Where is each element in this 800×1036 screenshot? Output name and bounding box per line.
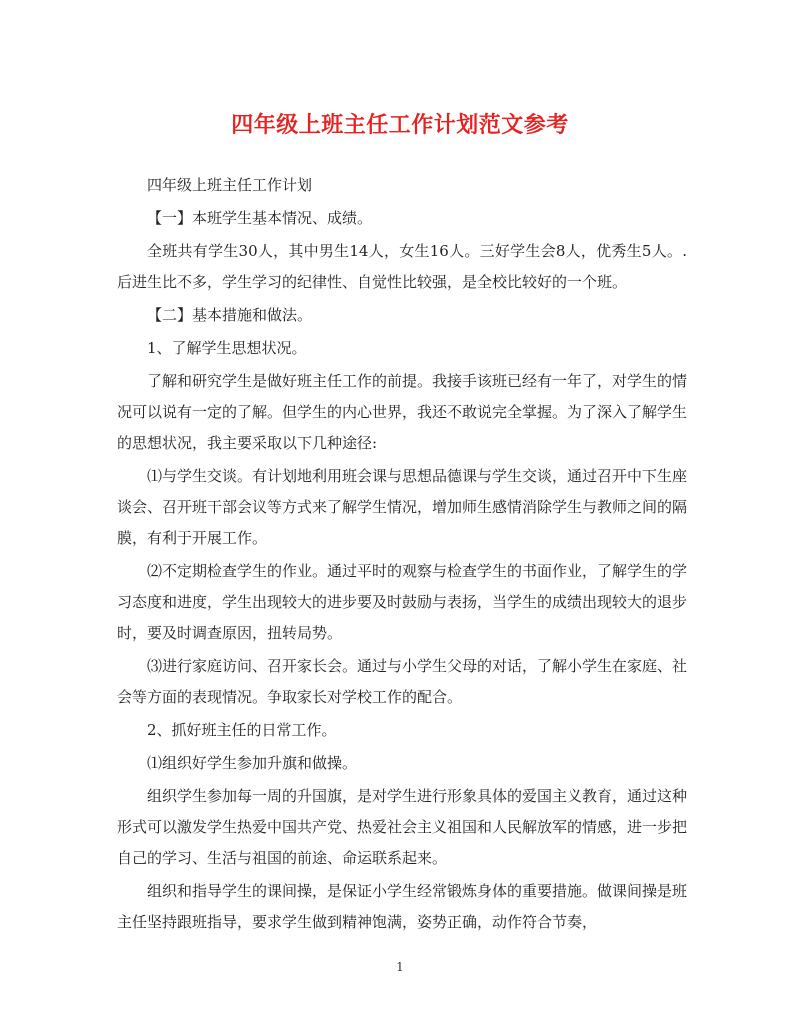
paragraph: 【一】本班学生基本情况、成绩。 <box>147 209 373 227</box>
paragraph: 四年级上班主任工作计划 <box>147 176 313 194</box>
paragraph: 组织和指导学生的课间操，是保证小学生经常锻炼身体的重要措施。做课间操是班主任坚持跟班指导，要求学生做到精神饱满，姿势正确，动作符合节奏， <box>117 882 688 931</box>
paragraph: ⑴组织好学生参加升旗和做操。 <box>147 754 358 772</box>
page-number: 1 <box>396 960 404 974</box>
paragraph: ⑵不定期检查学生的作业。通过平时的观察与检查学生的书面作业，了解学生的学习态度和进度，学生出现较大的进步要及时鼓励与表扬，当学生的成绩出现较大的退步时，要及时调查原因，扭转局势。 <box>117 562 688 642</box>
paragraph: 2、抓好班主任的日常工作。 <box>147 721 337 739</box>
paragraph: ⑶进行家庭访问、召开家长会。通过与小学生父母的对话，了解小学生在家庭、社会等方面的表现情况。争取家长对学校工作的配合。 <box>117 657 688 706</box>
paragraph: 全班共有学生30人，其中男生14人，女生16人。三好学生会8人，优秀生5人。. 后进生比不多，学生学习的纪律性、自觉性比较强，是全校比较好的一个班。 <box>117 242 687 291</box>
document-title: 四年级上班主任工作计划范文参考 <box>231 112 569 138</box>
document-body <box>117 170 687 940</box>
paragraph: 了解和研究学生是做好班主任工作的前提。我接手该班已经有一年了，对学生的情况可以说有一定的了解。但学生的内心世界，我还不敢说完全掌握。为了深入了解学生的思想状况，我主要采取以下几种途径: <box>117 372 688 452</box>
paragraph: 组织学生参加每一周的升国旗，是对学生进行形象具体的爱国主义教育，通过这种形式可以激发学生热爱中国共产党、热爱社会主义祖国和人民解放军的情感，进一步把自己的学习、生活与祖国的前途、命运联系起来。 <box>117 787 688 867</box>
paragraph: 1、了解学生思想状况。 <box>147 339 307 357</box>
paragraph: ⑴与学生交谈。有计划地利用班会课与思想品德课与学生交谈，通过召开中下生座谈会、召开班干部会议等方式来了解学生情况，增加师生感情消除学生与教师之间的隔膜，有利于开展工作。 <box>117 467 688 547</box>
paragraph: 【二】基本措施和做法。 <box>147 306 313 324</box>
